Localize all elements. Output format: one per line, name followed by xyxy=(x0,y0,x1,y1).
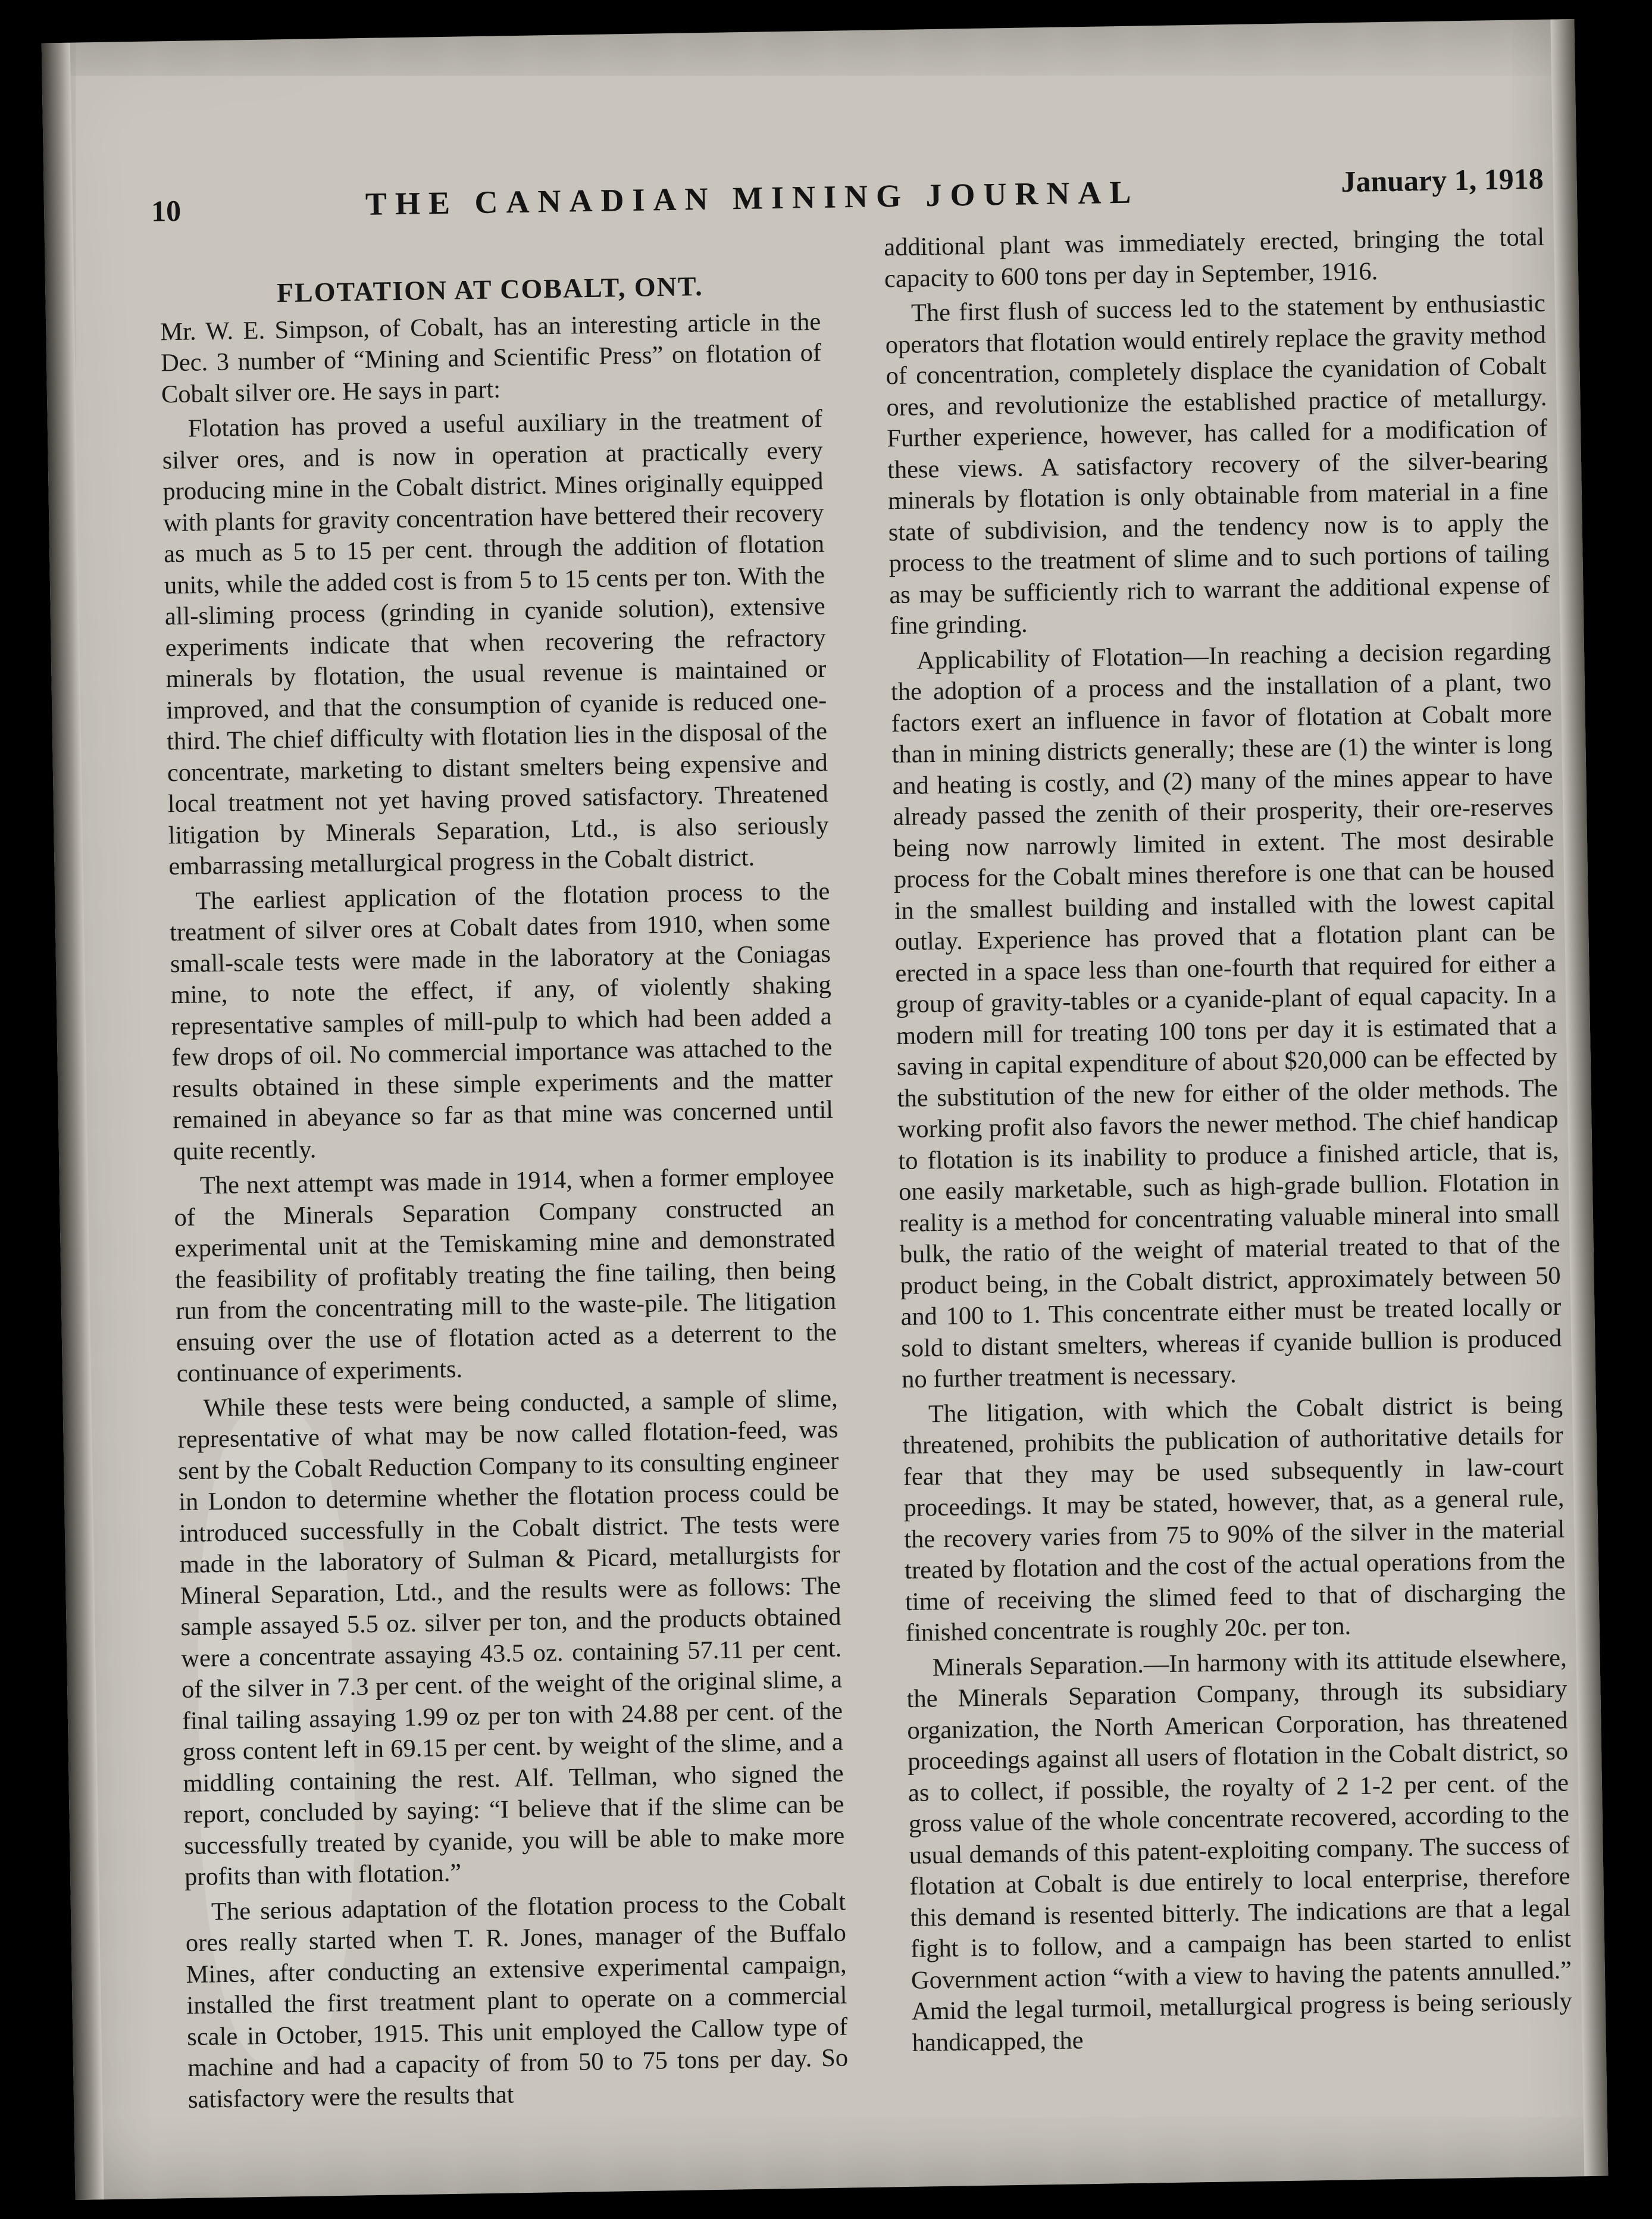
left-column xyxy=(159,269,850,2196)
journal-title: THE CANADIAN MINING JOURNAL xyxy=(365,174,1140,222)
paragraph: The litigation, with which the Cobalt district is being threatened, prohibits the publication of authoritative details for fear that they may be used subsequently in law-court proceedings. It may be stated, however, that, as a general rule, the recovery varies from 75 to 90% of the silver in the material treated by flotation and the cost of the actual operations from the time of receiving the slimed feed to that of discharging the finished concentrate is roughly 20c. per ton. xyxy=(902,1390,1566,1647)
paragraph: Applicability of Flotation—In reaching a decision regarding the adoption of a process and the installation of a plant, two factors exert an influence in favor of flotation at Cobalt more than in mining districts generally; these are (1) the winter is long and heating is costly, and (2) many of the mines appear to have already passed the zenith of their prosperity, their ore-reserves being now narrowly limited in extent. The most desirable process for the Cobalt mines therefore is one that can be housed in the smallest building and installed with the lowest capital outlay. Experience has proved that a flotation plant can be erected in a space less than one-fourth that required for either a group of gravity-tables or a cyanide-plant of equal capacity. In a modern mill for treating 100 tons per day it is estimated that a saving in capital expenditure of about $20,000 can be effected by the substitution of the new for either of the older methods. The working profit also favors the newer method. The chief handicap to flotation is its inability to produce a finished article, that is, one easily marketable, such as high-grade bullion. Flotation in reality is a method for concentrating valuable mineral into small bulk, the ratio of the weight of material treated to that of the product being, in the Cobalt district, approximately between 50 and 100 to 1. This concentrate either must be treated locally or sold to distant smelters, whereas if cyanide bullion is produced no further treatment is necessary. xyxy=(890,636,1562,1394)
right-column xyxy=(884,222,1574,2149)
book-spine-shadow xyxy=(42,43,104,2200)
issue-date: January 1, 1918 xyxy=(1340,161,1544,199)
paragraph: The next attempt was made in 1914, when a former employee of the Minerals Separation Company constructed an experimental unit at the Temiskaming mine and demonstrated the feasibility of profitably treating the fine tailing, then being run from the concentrating mill to the waste-pile. The litigation ensuing over the use of flotation acted as a deterrent to the continuance of experiments. xyxy=(174,1161,837,1388)
paragraph: The first flush of success led to the statement by enthusiastic operators that flotation would entirely replace the gravity method of concentration, completely displace the cyanidation of Cobalt ores, and revolutionize the established practice of metallurgy. Further experience, however, has called for a modification of these views. A satisfactory recovery of the silver-bearing minerals by flotation is only obtainable from material in a fine state of subdivision, and the tendency now is to apply the process to the treatment of slime and to such portions of tailing as may be sufficiently rich to warrant the additional expense of fine grinding. xyxy=(885,289,1550,640)
journal-page xyxy=(42,19,1609,2200)
paragraph: The serious adaptation of the flotation process to the Cobalt ores really started when T. R. Jones, manager of the Buffalo Mines, after conducting an extensive experimental campaign, installed the first treatment plant to operate on a commercial scale in October, 1915. This unit employed the Callow type of machine and had a capacity of from 50 to 75 tons per day. So satisfactory were the results that xyxy=(185,1887,849,2114)
paragraph: Flotation has proved a useful auxiliary in the treatment of silver ores, and is now in operation at practically every producing mine in the Cobalt district. Mines originally equipped with plants for gravity concentration have bettered their recovery as much as 5 to 15 per cent. through the addition of flotation units, while the added cost is from 5 to 15 cents per ton. With the all-sliming process (grinding in cyanide solution), extensive experiments indicate that when recovering the refractory minerals by flotation, the usual revenue is maintained or improved, and that the consumption of cyanide is reduced one-third. The chief difficulty with flotation lies in the disposal of the concentrate, marketing to distant smelters being expensive and local treatment not yet having proved satisfactory. Threatened litigation by Minerals Separation, Ltd., is also seriously embarrassing metallurgical progress in the Cobalt district. xyxy=(162,404,829,881)
paragraph: While these tests were being conducted, a sample of slime, representative of what may be now called flotation-feed, was sent by the Cobalt Reduction Company to its consulting engineer in London to determine whether the flotation process could be introduced successfully in the Cobalt district. The tests were made in the laboratory of Sulman & Picard, metallurgists for Mineral Separation, Ltd., and the results were as follows: The sample assayed 5.5 oz. silver per ton, and the products obtained were a concentrate assaying 43.5 oz. containing 57.11 per cent. of the silver in 7.3 per cent. of the weight of the original slime, a final tailing assaying 1.99 oz per ton with 24.88 per cent. of the gross content left in 69.15 per cent. by weight of the slime, and a middling containing the rest. Alf. Tellman, who signed the report, concluded by saying: “I believe that if the slime can be successfully treated by cyanide, you will be able to make more profits than with flotation.” xyxy=(177,1384,845,1892)
paragraph: Minerals Separation.—In harmony with its attitude elsewhere, the Minerals Separation Company, through its subsidiary organization, the North American Corporation, has threatened proceedings against all users of flotation in the Cobalt district, so as to collect, if possible, the royalty of 2 1-2 per cent. of the gross value of the whole concentrate recovered, according to the usual demands of this patent-exploiting company. The success of flotation at Cobalt is due entirely to local enterprise, therefore this demand is resented bitterly. The indications are that a legal fight is to follow, and a campaign has been started to enlist Government action “with a view to having the patents annulled.” Amid the legal turmoil, metallurgical progress is being seriously handicapped, the xyxy=(906,1643,1573,2057)
paragraph: The earliest application of the flotation process to the treatment of silver ores at Cobalt dates from 1910, when some small-scale tests were made in the laboratory at the Coniagas mine, to note the effect, if any, of violently shaking representative samples of mill-pulp to which had been added a few drops of oil. No commercial importance was attached to the results obtained in these simple experiments and the matter remained in abeyance so far as that mine was concerned until quite recently. xyxy=(169,877,834,1165)
article-title: FLOTATION AT COBALT, ONT. xyxy=(276,271,704,308)
paragraph: Mr. W. E. Simpson, of Cobalt, has an interesting article in the Dec. 3 number of “Mining and Scientific Press” on flotation of Cobalt silver ore. He says in part: xyxy=(159,307,822,408)
paragraph: additional plant was immediately erected, bringing the total capacity to 600 tons per day in September, 1916. xyxy=(883,223,1545,293)
page-number: 10 xyxy=(151,193,182,228)
